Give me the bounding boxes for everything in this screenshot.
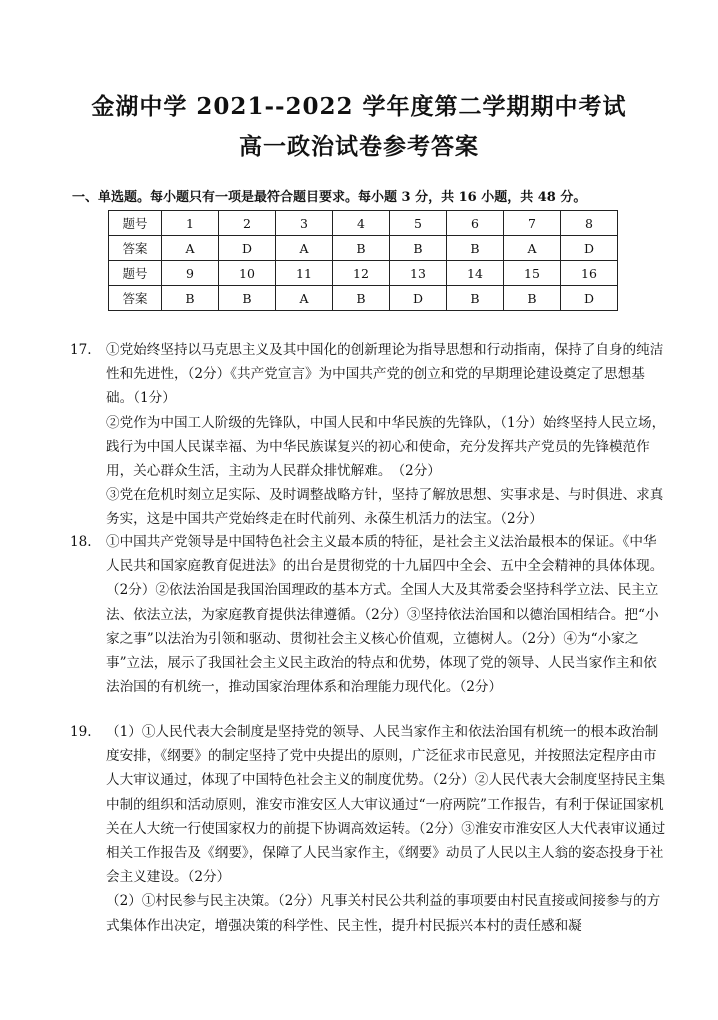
table-cell: 15 [504,261,561,286]
row-label: 答案 [109,236,162,261]
table-cell: A [276,236,333,261]
answer-paragraph: ①党始终坚持以马克思主义及其中国化的创新理论为指导思想和行动指南，保持了自身的纯洁性和先进性，（2分）《共产党宣言》为中国共产党的创立和党的早期理论建设奠定了思想基础。（1分） [106,342,664,407]
row-label: 答案 [109,286,162,311]
table-cell: 10 [219,261,276,286]
table-cell: 14 [447,261,504,286]
table-cell: 5 [390,211,447,236]
table-cell: 4 [333,211,390,236]
table-row-numbers-1 [109,211,618,236]
exam-subtitle: 高一政治试卷参考答案 [239,133,479,160]
table-cell: 7 [504,211,561,236]
answer-paragraph: ③党在危机时刻立足实际、及时调整战略方针，坚持了解放思想、实事求是、与时俱进、求真务实，这是中国共产党始终走在时代前列、永葆生机活力的法宝。（2分） [106,487,664,528]
question-17 [70,338,670,532]
answer-paragraph: ②党作为中国工人阶级的先锋队，中国人民和中华民族的先锋队，（1分）始终坚持人民立场，践行为中国人民谋幸福、为中华民族谋复兴的初心和使命，充分发挥共产党员的先锋模范作用，关心群众生活，主动为人民群众排忧解难。 （2分） [106,414,666,480]
table-row-answers-1 [109,236,618,261]
table-cell: D [561,236,618,261]
table-row-numbers-2 [109,261,618,286]
table-cell: B [162,286,219,311]
answer-paragraph: （2）①村民参与民主决策。（2分）凡事关村民公共利益的事项要由村民直接或间接参与的方式集体作出决定，增强决策的科学性、民主性，提升村民振兴本村的责任感和凝 [106,893,661,934]
question-number: 19. [70,724,92,740]
question-number: 17. [70,342,92,358]
table-cell: D [219,236,276,261]
table-cell: B [390,236,447,261]
table-cell: 13 [390,261,447,286]
table-cell: 8 [561,211,618,236]
table-cell: 16 [561,261,618,286]
table-cell: 11 [276,261,333,286]
answer-paragraph: （1）①人民代表大会制度是坚持党的领导、人民当家作主和依法治国有机统一的根本政治制度安排，《纲要》的制定坚持了党中央提出的原则，广泛征求市民意见，并按照法定程序由市人大审议通过，体现了中国特色社会主义的制度优势。（2分）②人民代表大会制度坚持民主集中制的组织和活动原则，淮安市淮安区人大审议通过“一府两院”工作报告，有利于保证国家机关在人大统一行使国家权力的前提下协调高效运转。（2分）③淮安市淮安区人大代表审议通过相关工作报告及《纲要》，保障了人民当家作主，《纲要》动员了人民以主人翁的姿态投身于社会主义建设。（2分） [106,724,666,886]
table-cell: 3 [276,211,333,236]
question-18 [70,530,670,699]
table-cell: A [504,236,561,261]
answer-table [108,210,618,311]
exam-title: 金湖中学 2021--2022 学年度第二学期期中考试 [91,93,627,120]
table-cell: D [390,286,447,311]
table-cell: B [447,236,504,261]
table-cell: 6 [447,211,504,236]
table-cell: A [276,286,333,311]
row-label: 题号 [109,211,162,236]
question-19 [70,720,670,938]
table-cell: A [162,236,219,261]
table-cell: B [333,286,390,311]
table-cell: B [504,286,561,311]
table-row-answers-2 [109,286,618,311]
answer-paragraph: ①中国共产党领导是中国特色社会主义最本质的特征，是社会主义法治最根本的保证。《中华人民共和国家庭教育促进法》的出台是贯彻党的十九届四中全会、五中全会精神的具体体现。（2分）②依法治国是我国治国理政的基本方式。全国人大及其常委会坚持科学立法、民主立法、依法立法，为家庭教育提供法律遵循。（2分）③坚持依法治国和以德治国相结合。把“小家之事”以法治为引领和驱动、贯彻社会主义核心价值观，立德树人。（2分）④为“小家之事”立法，展示了我国社会主义民主政治的特点和优势，体现了党的领导、人民当家作主和依法治国的有机统一，推动国家治理体系和治理能力现代化。（2分） [106,534,664,696]
table-cell: 9 [162,261,219,286]
table-cell: B [447,286,504,311]
table-cell: B [219,286,276,311]
row-label: 题号 [109,261,162,286]
question-number: 18. [70,534,92,550]
section-heading-single-choice: 一、单选题。每小题只有一项是最符合题目要求。每小题 3 分，共 16 小题，共 48 分。 [72,190,587,205]
table-cell: 2 [219,211,276,236]
table-cell: B [333,236,390,261]
table-cell: D [561,286,618,311]
table-cell: 12 [333,261,390,286]
table-cell: 1 [162,211,219,236]
